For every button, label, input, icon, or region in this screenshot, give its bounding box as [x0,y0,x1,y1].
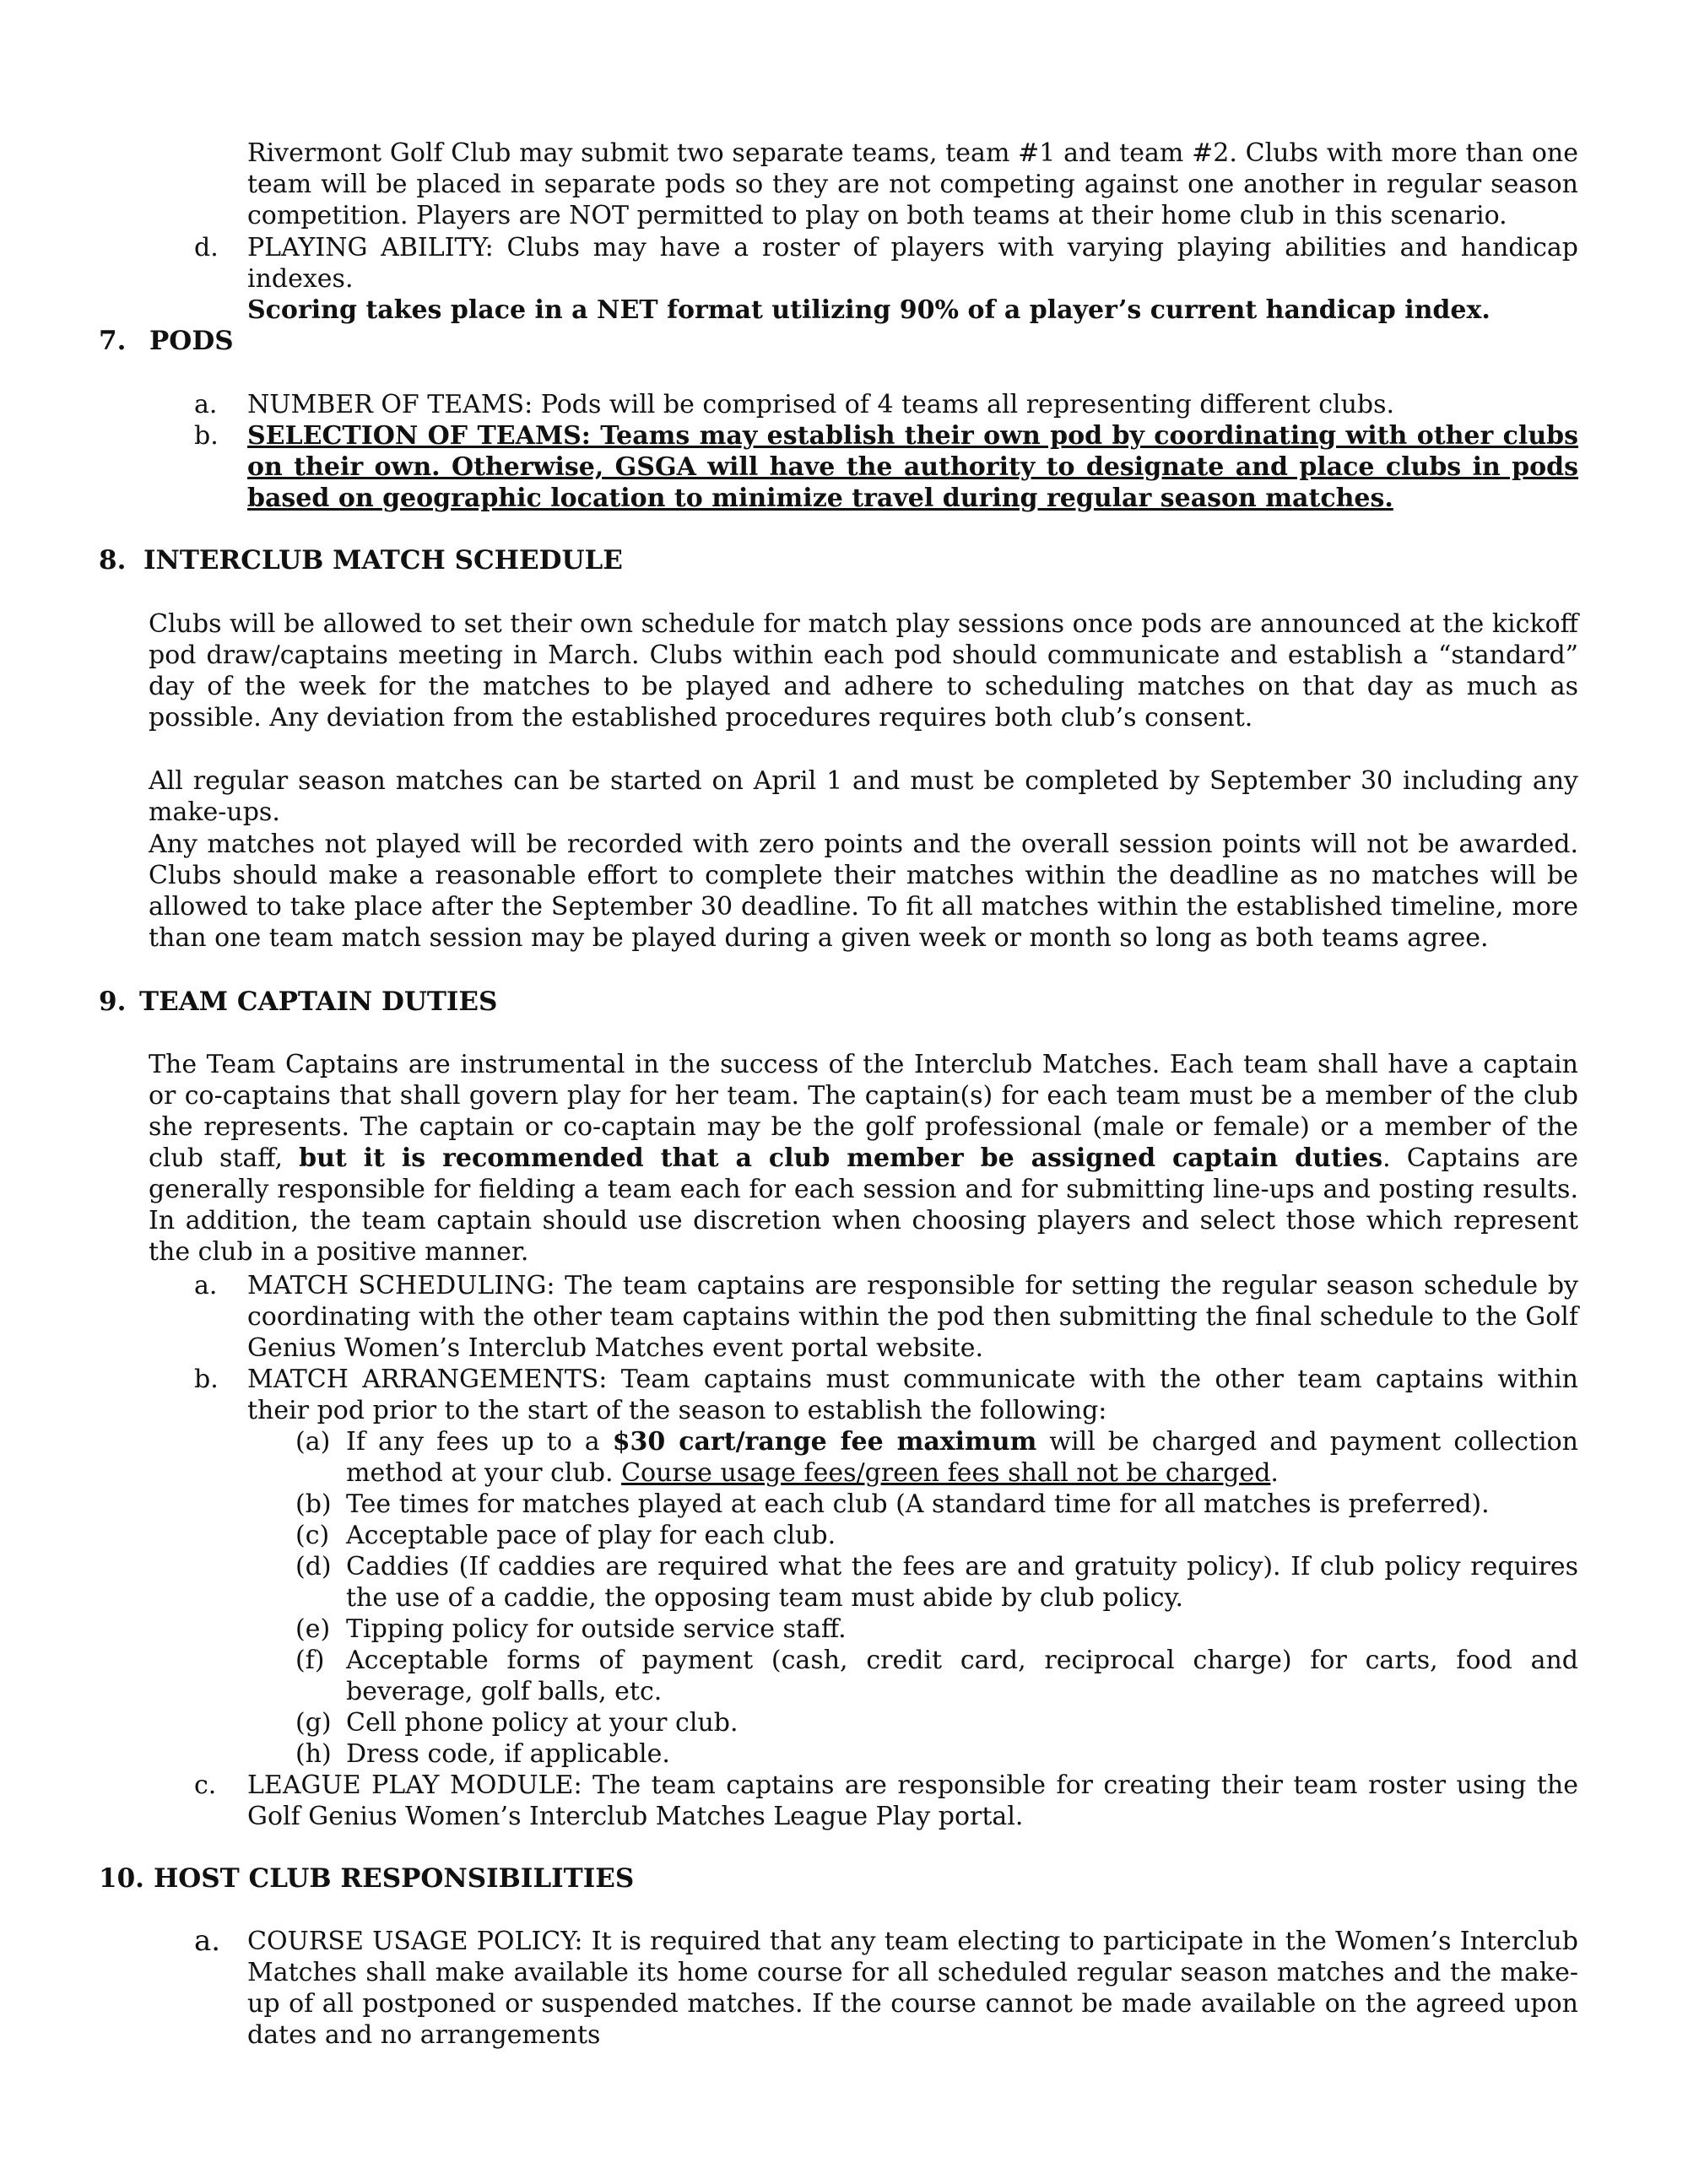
sec9-sub-label: (h) [295,1739,332,1769]
sec9-sub-item: Tee times for matches played at each club (A standard time for all matches is preferred). [346,1489,1490,1519]
sec7-number: 7. [99,326,127,356]
sec9-c-label: c. [194,1770,217,1800]
sec9-c-text: LEAGUE PLAY MODULE: The team captains are responsible for creating their team roster using the Golf Genius Women’s Interclub Matches League Play portal. [247,1770,1578,1831]
sec10-a-text: COURSE USAGE POLICY: It is required that any team electing to participate in the Women’s Interclub Matches shall make available its home course for all scheduled regular season matches and the make-up of all postponed or suspended matches. If the course cannot be made available on the agreed upon dates and no arrangements [247,1927,1578,2050]
sec8-paragraph-1: Clubs will be allowed to set their own schedule for match play sessions once pods are announced at the kickoff pod draw/captains meeting in March. Clubs within each pod should communicate and establish a “standard” day of the week for the matches to be played and adhere to scheduling matches on that day as much as possible. Any deviation from the established procedures requires both club’s consent. [149,609,1578,733]
sub-a-post: will be charged and payment collection method at your club. [346,1427,1578,1488]
sec9-sub-label: (d) [295,1552,332,1581]
sec9-a-text: MATCH SCHEDULING: The team captains are responsible for setting the regular season schedule by coordinating with the other team captains within the pod then submitting the final schedule to the Golf Genius Women’s Interclub Matches event portal website. [247,1271,1578,1363]
sec9-sub-item: Dress code, if applicable. [346,1739,670,1769]
sec7-b-text: SELECTION OF TEAMS: Teams may establish their own pod by coordinating with other clubs on their own. Otherwise, GSGA will have the authority to designate and place clubs in pods based on geographic location to minimize travel during regular season matches. [247,421,1578,513]
sec10-heading [99,1863,634,1895]
sec8-paragraph-3: Any matches not played will be recorded with zero points and the overall session points will not be awarded. Clubs should make a reasonable effort to complete their matches within the deadline as no matches will be allowed to take place after the September 30 deadline. To fit all matches within the established timeline, more than one team match session may be played during a given week or month so long as both teams agree. [149,830,1578,953]
sec7-b-label: b. [194,421,219,451]
sec9-sub-label: (b) [295,1489,332,1519]
sec6-d-text: PLAYING ABILITY: Clubs may have a roster of players with varying playing abilities and handicap indexes. [247,233,1578,294]
sec6-d-label: d. [194,233,219,262]
sec9-intro-a: The Team Captains are instrumental in the success of the Interclub Matches. Each team shall have a captain or co-captains that shall govern play for her team. The captain(s) for each team must be a member of the club she represents. The captain or co-captain may be the golf professional (male or female) or a member of the club staff, [149,1050,1578,1173]
sec9-sub-label: (a) [295,1427,331,1457]
sec10-a-label: a. [194,1924,221,1958]
sub-a-underline: Course usage fees/green fees shall not be charged [621,1458,1271,1488]
sub-a-bold: $30 cart/range fee maximum [612,1427,1037,1457]
sec7-a-label: a. [194,390,218,419]
sec9-sub-item: Acceptable forms of payment (cash, credit card, reciprocal charge) for carts, food and beverage, golf balls, etc. [346,1646,1578,1706]
sub-a-end: . [1270,1458,1279,1488]
sec9-b-label: b. [194,1365,219,1394]
sec9-intro-bold: but it is recommended that a club member be assigned captain duties [299,1143,1383,1173]
sec9-sub-item: Cell phone policy at your club. [346,1708,738,1738]
sec10-title: HOST CLUB RESPONSIBILITIES [154,1863,635,1894]
sec7-a-text: NUMBER OF TEAMS: Pods will be comprised of 4 teams all representing different clubs. [247,390,1395,419]
sec9-sub-item: Caddies (If caddies are required what the fees are and gratuity policy). If club policy requires the use of a caddie, the opposing team must abide by club policy. [346,1552,1578,1613]
sub-a-pre: If any fees up to a [346,1427,600,1457]
sec6-d-bold: Scoring takes place in a NET format utilizing 90% of a player’s current handicap index. [247,295,1491,325]
sec9-intro [149,1049,1578,1268]
sec9-a-label: a. [194,1271,218,1300]
sec9-title: TEAM CAPTAIN DUTIES [139,987,498,1017]
sec9-sub-item: Acceptable pace of play for each club. [346,1521,836,1550]
sec9-sub-label: (e) [295,1614,331,1644]
sec9-number: 9. [99,987,127,1017]
sec10-number: 10. [99,1863,144,1894]
sec6-d-item [247,232,1578,326]
sec6-c-continuation: Rivermont Golf Club may submit two separate teams, team #1 and team #2. Clubs with more than one team will be placed in separate pods so they are not competing against one another in regular season competition. Players are NOT permitted to play on both teams at their home club in this scenario. [247,138,1578,230]
sec7-title: PODS [149,326,234,356]
sec9-sub-item [346,1426,1578,1489]
sec9-sub-label: (c) [295,1521,330,1550]
sec8-number: 8. [99,545,127,576]
sec9-intro-b: . Captains are generally responsible for fielding a team each for each session and for submitting line-ups and posting results. In addition, the team captain should use discretion when choosing players and select those which represent the club in a positive manner. [149,1143,1578,1267]
sec8-title: INTERCLUB MATCH SCHEDULE [143,545,623,576]
sec9-heading [99,987,497,1018]
sec9-b-text: MATCH ARRANGEMENTS: Team captains must communicate with the other team captains within their pod prior to the start of the season to establish the following: [247,1365,1578,1425]
sec9-sub-label: (g) [295,1708,332,1738]
sec9-sub-label: (f) [295,1646,325,1675]
sec7-heading [99,326,234,357]
sec9-sub-item: Tipping policy for outside service staff. [346,1614,847,1644]
sec8-paragraph-2: All regular season matches can be started on April 1 and must be completed by September 30 including any make-ups. [149,766,1578,827]
sec8-heading [99,545,623,576]
